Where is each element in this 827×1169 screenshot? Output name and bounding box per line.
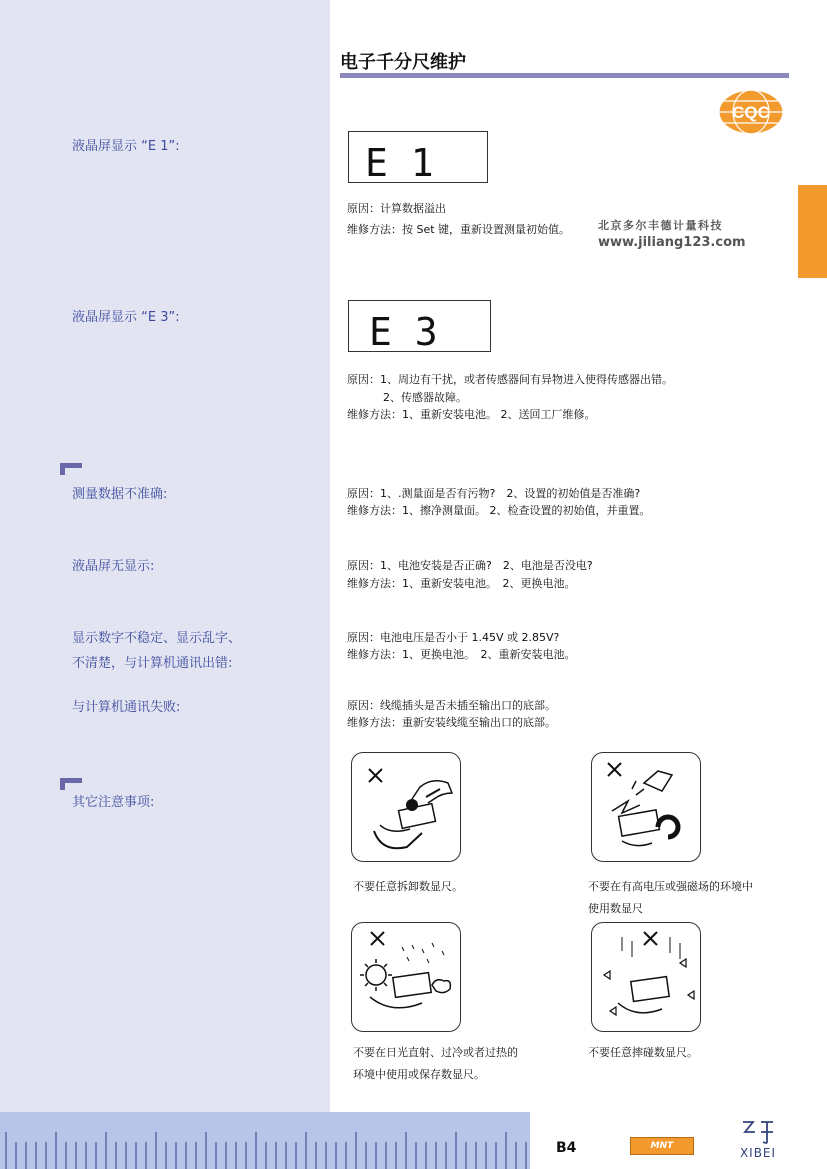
comm-fail-label: 与计算机通讯失败:: [72, 700, 181, 715]
unstable-cause: 原因：电池电压是否小于 1.45V 或 2.85V?: [347, 631, 560, 644]
comm-fail-cause: 原因：线缆插头是否未插至输出口的底部。: [347, 699, 556, 712]
cross-icon: [371, 932, 384, 945]
warning-no-disassemble-picture: [351, 752, 461, 862]
watermark-url: www.jiliang123.com: [598, 235, 746, 250]
inaccurate-cause: 原因：1、.测量面是否有污物? 2、设置的初始值是否准确?: [347, 487, 641, 500]
cross-icon: [644, 932, 657, 945]
page-title: 电子千分尺维护: [340, 52, 466, 73]
lcd-display-e1: [348, 131, 488, 183]
warning-high-voltage-picture: [591, 752, 701, 862]
e3-cause-2: 2、传感器故障。: [383, 391, 467, 404]
section-corner-marker: [60, 778, 82, 790]
svg-text:CQC: CQC: [732, 103, 770, 122]
e1-cause: 原因：计算数据溢出: [347, 202, 446, 215]
title-rule: [340, 73, 789, 78]
no-display-fix: 维修方法：1、重新安装电池。 2、更换电池。: [347, 577, 576, 590]
cross-icon: [608, 763, 621, 776]
page-number: B4: [556, 1140, 577, 1156]
inaccurate-label: 测量数据不准确:: [72, 487, 168, 502]
inaccurate-fix: 维修方法：1、擦净测量面。 2、检查设置的初始值，并重置。: [347, 504, 651, 517]
lcd-e1-text: E 1: [365, 141, 434, 184]
comm-fail-fix: 维修方法：重新安装线缆至输出口的底部。: [347, 716, 556, 729]
cross-icon: [369, 769, 382, 782]
warning-caption-1: 不要任意拆卸数显尺。: [353, 880, 463, 893]
other-label: 其它注意事项:: [72, 795, 155, 810]
xibei-logo: [733, 1118, 783, 1164]
warning-caption-2a: 不要在有高电压或强磁场的环境中: [588, 880, 753, 893]
e3-fix: 维修方法：1、重新安装电池。 2、送回工厂维修。: [347, 408, 596, 421]
unstable-fix: 维修方法：1、更换电池。 2、重新安装电池。: [347, 648, 576, 661]
xibei-brand-text: XIBEI: [739, 1146, 777, 1160]
warning-caption-3a: 不要在日光直射、过冷或者过热的: [353, 1046, 518, 1059]
unstable-label-1: 显示数字不稳定、显示乱字、: [72, 631, 242, 646]
e1-label: 液晶屏显示 “E 1”:: [72, 139, 180, 154]
warning-caption-4: 不要任意摔碰数显尺。: [588, 1046, 698, 1059]
lcd-display-e3: [348, 300, 491, 352]
lcd-e3-text: E 3: [369, 310, 438, 353]
ruler-footer-graphic: [0, 1112, 530, 1169]
watermark: [598, 217, 746, 250]
e3-cause: 原因：1、周边有干扰，或者传感器间有异物进入使得传感器出错。: [347, 373, 673, 386]
sun-icon: [366, 965, 386, 985]
orange-section-tab: [798, 185, 827, 278]
mnt-badge: MNT: [630, 1137, 694, 1155]
unstable-label-2: 不清楚，与计算机通讯出错:: [72, 656, 233, 671]
cloud-icon: [432, 980, 450, 993]
impact-burst-icon: [604, 959, 694, 1015]
left-sidebar-panel: [0, 0, 330, 1112]
warning-caption-2b: 使用数显尺: [588, 902, 643, 915]
watermark-company: 北京多尔丰德计量科技: [598, 219, 723, 232]
warning-sunlight-temperature-picture: [351, 922, 461, 1032]
no-display-label: 液晶屏无显示:: [72, 559, 155, 574]
no-display-cause: 原因：1、电池安装是否正确? 2、电池是否没电?: [347, 559, 593, 572]
section-corner-marker: [60, 463, 82, 475]
e3-label: 液晶屏显示 “E 3”:: [72, 310, 180, 325]
warning-caption-3b: 环境中使用或保存数显尺。: [353, 1068, 485, 1081]
warning-drop-impact-picture: [591, 922, 701, 1032]
cqc-logo: [717, 88, 785, 136]
e1-fix: 维修方法：按 Set 键，重新设置测量初始值。: [347, 223, 571, 236]
